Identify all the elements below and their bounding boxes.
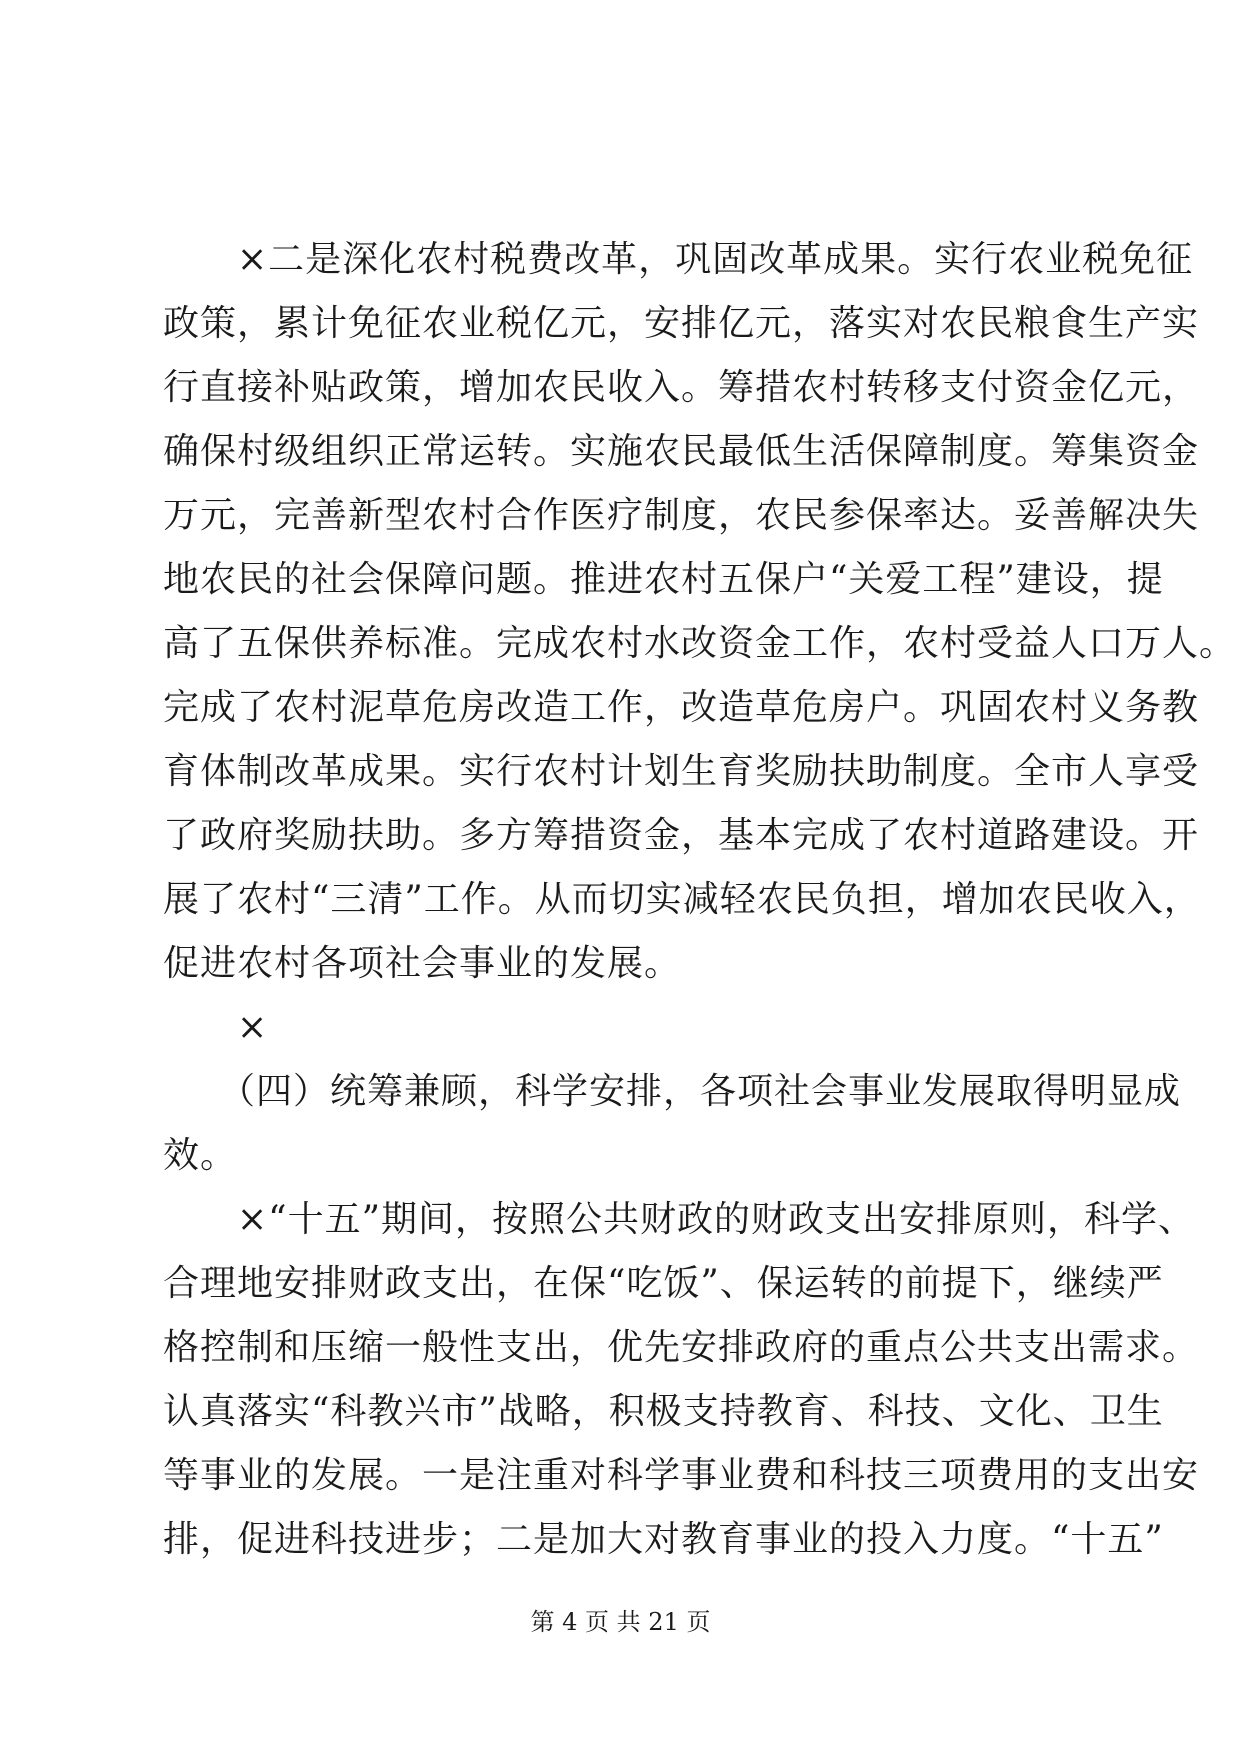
text-line: 高了五保供养标准。完成农村水改资金工作，农村受益人口万人。 [163, 623, 1237, 664]
text-line: × [163, 1007, 269, 1048]
text-line: 合理地安排财政支出，在保“吃饭”、保运转的前提下，继续严 [163, 1263, 1164, 1304]
page-number-footer: 第 4 页 共 21 页 [530, 1608, 711, 1636]
text-line: 等事业的发展。一是注重对科学事业费和科技三项费用的支出安 [163, 1455, 1200, 1496]
section-heading-line: （四）统筹兼顾，科学安排，各项社会事业发展取得明显成 [163, 1071, 1182, 1112]
text-line: 认真落实“科教兴市”战略，积极支持教育、科技、文化、卫生 [163, 1391, 1164, 1432]
text-line: 万元，完善新型农村合作医疗制度，农民参保率达。妥善解决失 [163, 495, 1200, 536]
text-line: 展了农村“三清”工作。从而切实减轻农民负担，增加农民收入， [163, 879, 1201, 920]
text-line: 排，促进科技进步；二是加大对教育事业的投入力度。“十五” [163, 1519, 1164, 1560]
section-heading-line: 效。 [163, 1135, 238, 1176]
document-body [163, 228, 1237, 1572]
text-line: 育体制改革成果。实行农村计划生育奖励扶助制度。全市人享受 [163, 751, 1200, 792]
text-line: 格控制和压缩一般性支出，优先安排政府的重点公共支出需求。 [163, 1327, 1200, 1368]
text-line: 政策，累计免征农业税亿元，安排亿元，落实对农民粮食生产实 [163, 303, 1200, 344]
text-line: 促进农村各项社会事业的发展。 [163, 943, 682, 984]
text-line: 地农民的社会保障问题。推进农村五保户“关爱工程”建设，提 [163, 559, 1164, 600]
text-line: ×二是深化农村税费改革，巩固改革成果。实行农业税免征 [163, 239, 1194, 280]
text-line: 行直接补贴政策，增加农民收入。筹措农村转移支付资金亿元， [163, 367, 1200, 408]
text-line: 了政府奖励扶助。多方筹措资金，基本完成了农村道路建设。开 [163, 815, 1200, 856]
text-line: 确保村级组织正常运转。实施农民最低生活保障制度。筹集资金 [163, 431, 1200, 472]
text-line: ×“十五”期间，按照公共财政的财政支出安排原则，科学、 [163, 1199, 1195, 1240]
text-line: 完成了农村泥草危房改造工作，改造草危房户。巩固农村义务教 [163, 687, 1200, 728]
